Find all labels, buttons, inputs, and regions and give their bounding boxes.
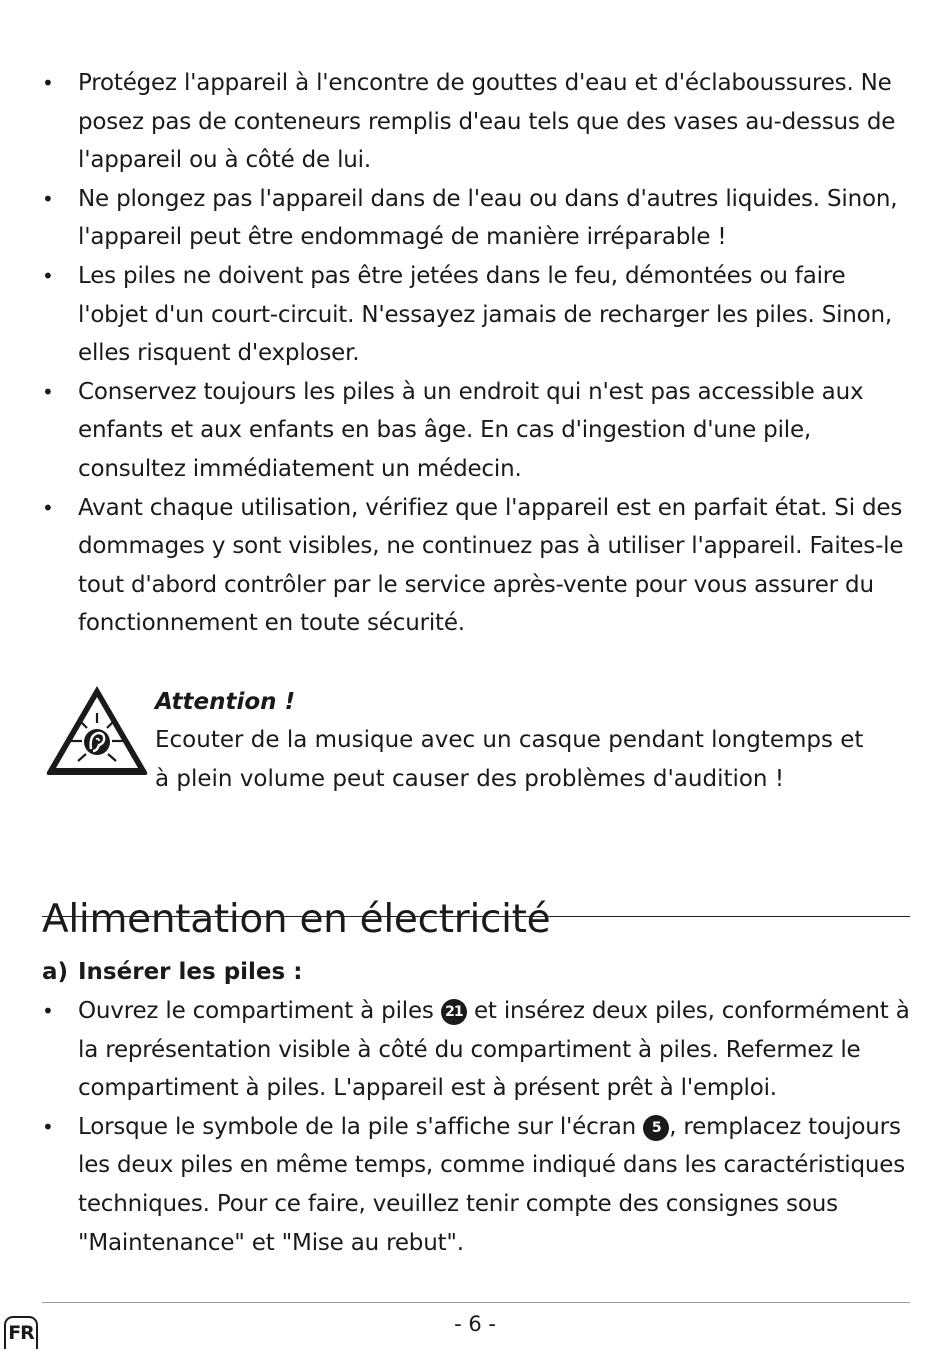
bullet-text-start: Lorsque le symbole de la pile s'affiche sur l'écran — [78, 1113, 637, 1140]
section-divider — [42, 916, 910, 917]
bullet-text: Protégez l'appareil à l'encontre de gouttes d'eau et d'éclaboussures. Ne posez pas de conteneurs remplis d'eau tels que des vases au-dessus de l'appareil ou à côté de lui. — [78, 70, 896, 174]
bullet-text-start: Ouvrez le compartiment à piles — [78, 998, 434, 1024]
bullet-dot: • — [42, 999, 54, 1023]
bullet-text: Ne plongez pas l'appareil dans de l'eau ou dans d'autres liquides. Sinon, l'appareil peut être endommagé de manière irréparable ! — [78, 185, 898, 251]
bullet-dot: • — [42, 495, 54, 520]
reference-number-badge: 5 — [643, 1115, 669, 1141]
reference-number-badge: 21 — [441, 999, 467, 1025]
list-item — [0, 257, 950, 373]
attention-text: Ecouter de la musique avec un casque pendant longtemps et à plein volume peut causer des problèmes d'audition ! — [155, 727, 864, 792]
subsection-letter: a) — [42, 959, 69, 985]
subsection-title: Insérer les piles : — [78, 959, 303, 985]
section-title: Alimentation en électricité — [42, 897, 551, 943]
safety-bullet-list — [0, 64, 950, 643]
footer-divider — [42, 1302, 910, 1303]
language-badge — [4, 1316, 38, 1349]
list-item — [0, 373, 950, 489]
list-item — [0, 489, 950, 643]
bullet-dot: • — [42, 263, 54, 288]
page-number: - 6 - — [454, 1312, 496, 1336]
battery-bullet-list — [0, 992, 950, 1262]
bullet-text-end: , remplacez toujours les deux piles en même temps, comme indiqué dans les caractéristiques techniques. Pour ce faire, veuillez tenir compte des consignes sous "Maintenance" et "Mise au rebut". — [78, 1113, 905, 1256]
attention-title: Attention ! — [155, 689, 296, 715]
list-item — [0, 1108, 950, 1262]
list-item — [0, 64, 950, 180]
bullet-dot: • — [42, 71, 54, 95]
bullet-text: Avant chaque utilisation, vérifiez que l'appareil est en parfait état. Si des dommages y sont visibles, ne continuez pas à utiliser l'appareil. Faites-le tout d'abord contrôler par le service après-vente pour vous assurer du fonctionnement en toute sécurité. — [78, 494, 904, 637]
list-item — [0, 180, 950, 257]
bullet-text-end: et insérez deux piles, conformément à la représentation visible à côté du compartiment à piles. Refermez le compartiment à piles. L'appareil est à présent prêt à l'emploi. — [78, 998, 910, 1102]
bullet-dot: • — [42, 186, 54, 211]
bullet-dot: • — [42, 1114, 54, 1139]
attention-notice — [0, 681, 950, 811]
subsection-heading — [42, 953, 302, 991]
list-item — [0, 992, 950, 1108]
bullet-dot: • — [42, 379, 54, 404]
hearing-warning-icon — [44, 683, 150, 777]
bullet-text: Conservez toujours les piles à un endroit qui n'est pas accessible aux enfants et aux enfants en bas âge. En cas d'ingestion d'une pile, consultez immédiatement un médecin. — [78, 378, 864, 482]
bullet-text: Les piles ne doivent pas être jetées dans le feu, démontées ou faire l'objet d'un court-circuit. N'essayez jamais de recharger les piles. Sinon, elles risquent d'exploser. — [78, 262, 893, 367]
language-code: FR — [8, 1322, 34, 1344]
